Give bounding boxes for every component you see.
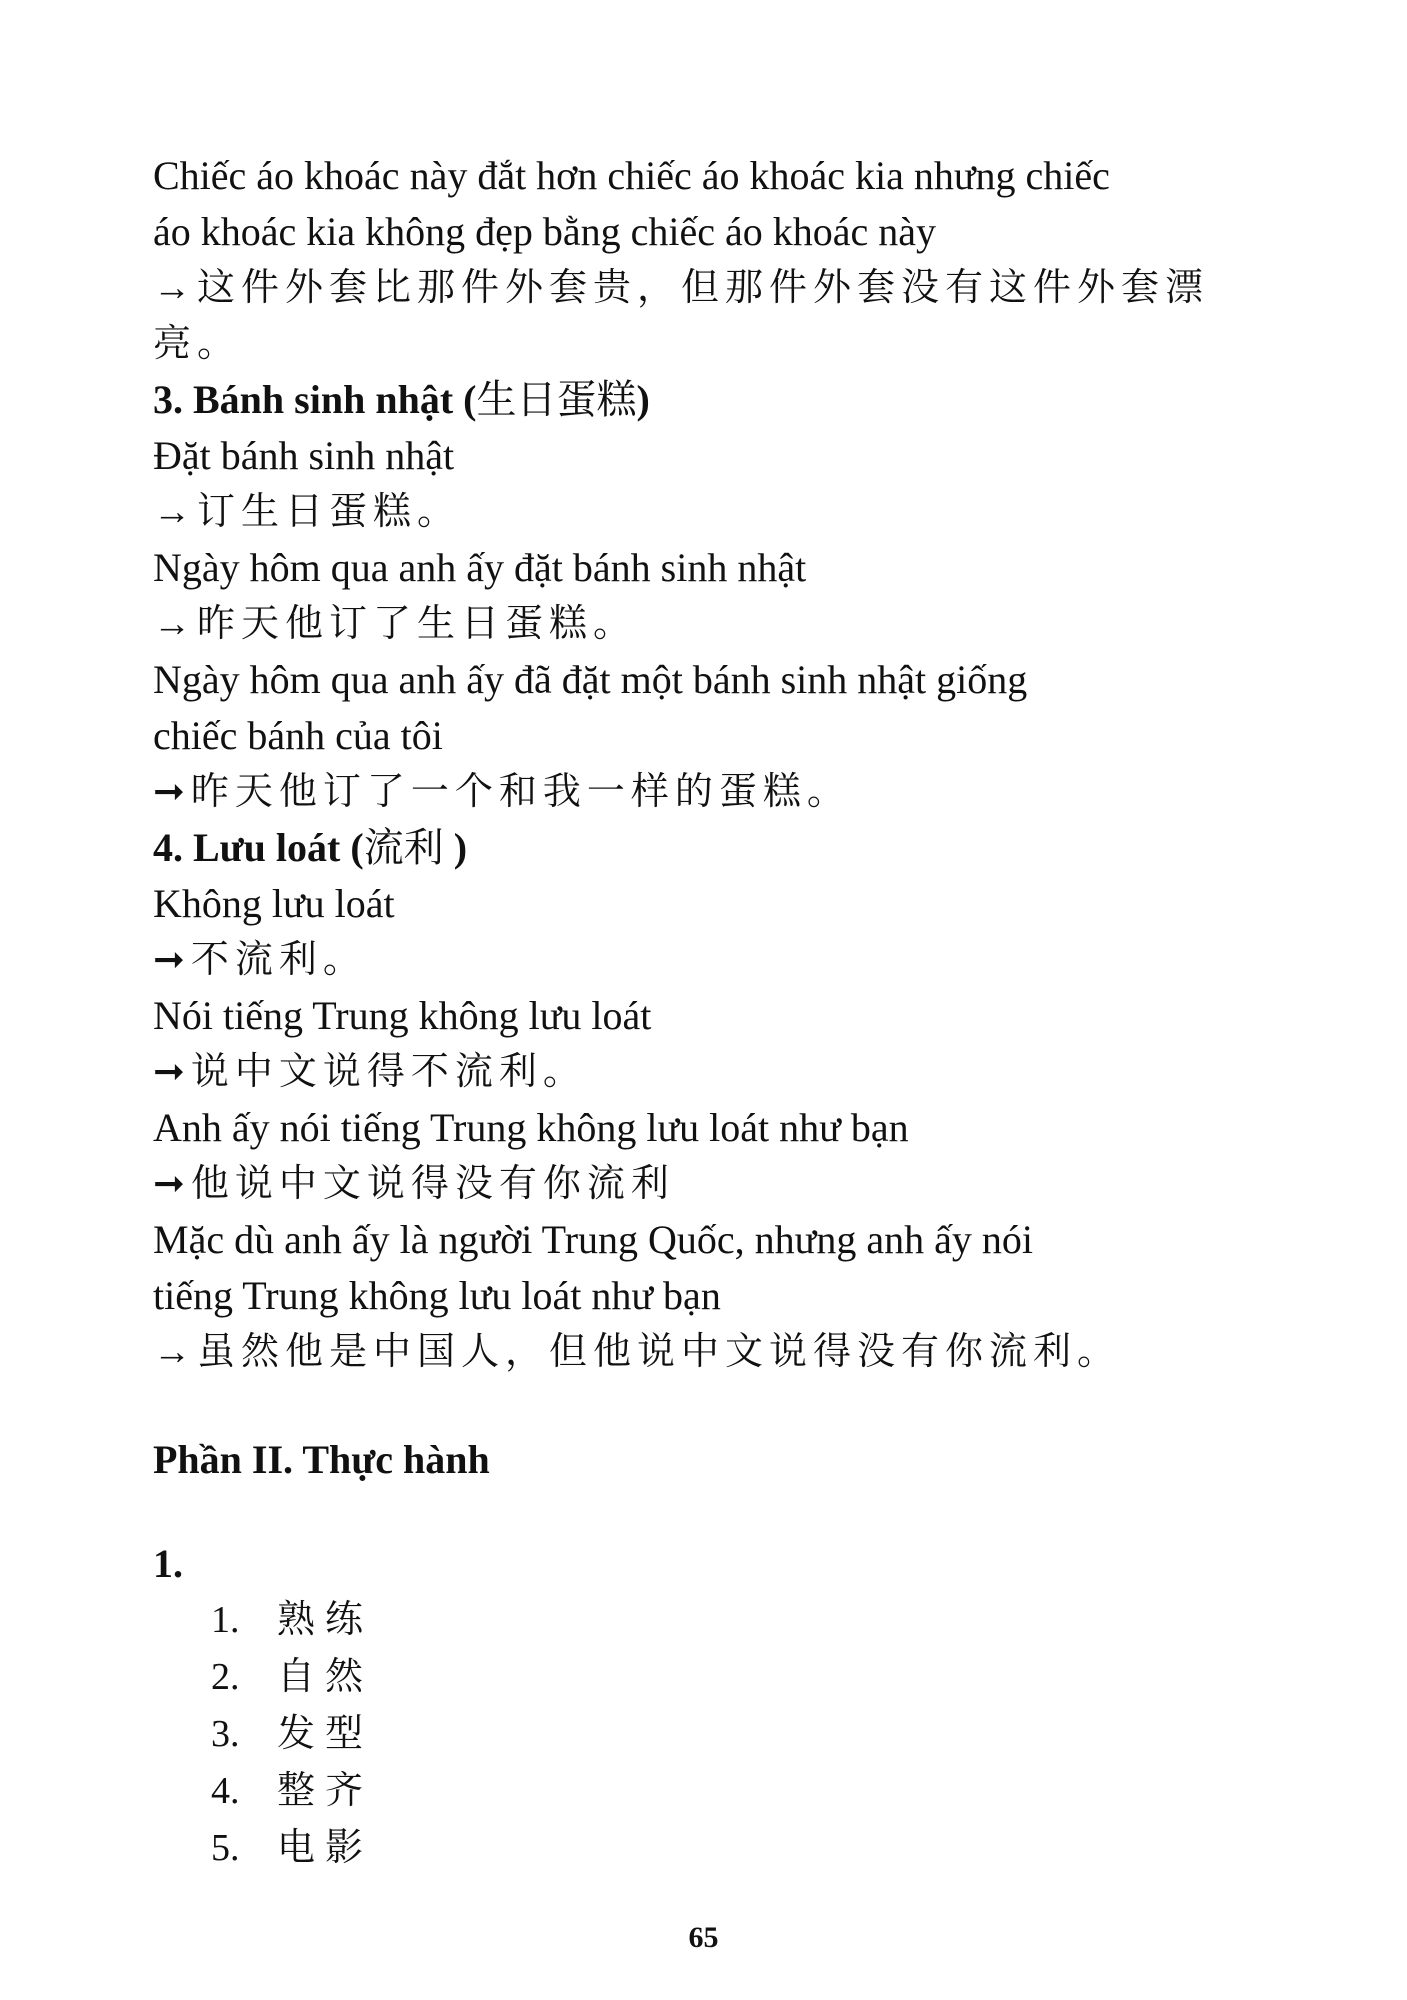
page-content (153, 148, 1273, 1877)
list-item-word: 整齐 (277, 1770, 374, 1812)
list-item-word: 发型 (277, 1713, 374, 1755)
list-item (211, 1592, 1273, 1649)
list-item-word: 自然 (277, 1656, 374, 1698)
example-vietnamese: Anh ấy nói tiếng Trung không lưu loát như bạn (153, 1105, 909, 1150)
intro-chinese-line-2: 亮。 (153, 323, 242, 365)
example-vietnamese: Không lưu loát (153, 881, 395, 926)
section-4-heading-text: 4. Lưu loát ( (153, 825, 364, 870)
example-vietnamese: chiếc bánh của tôi (153, 713, 443, 758)
list-item (211, 1649, 1273, 1706)
example-vietnamese: tiếng Trung không lưu loát như bạn (153, 1273, 721, 1318)
list-item (211, 1763, 1273, 1820)
spacer (153, 1488, 1273, 1536)
example-chinese: →昨天他订了生日蛋糕。 (153, 603, 638, 645)
example-chinese: ➞说中文说得不流利。 (153, 1051, 587, 1093)
list-item-word: 电影 (277, 1827, 374, 1869)
list-item (211, 1820, 1273, 1877)
example-chinese: ➞他说中文说得没有你流利 (153, 1163, 675, 1205)
section-3-heading-chinese: 生日蛋糕 (476, 377, 637, 422)
list-item-number: 2. (211, 1656, 240, 1698)
section-3-heading-close: ) (636, 377, 650, 422)
example-vietnamese: Ngày hôm qua anh ấy đặt bánh sinh nhật (153, 545, 807, 590)
example-vietnamese: Nói tiếng Trung không lưu loát (153, 993, 652, 1038)
section-4-heading-chinese: 流利 (363, 825, 444, 870)
list-item-word: 熟练 (277, 1599, 374, 1641)
example-vietnamese: Mặc dù anh ấy là người Trung Quốc, nhưng anh ấy nói (153, 1217, 1033, 1262)
intro-chinese-line-1: →这件外套比那件外套贵，但那件外套没有这件外套漂 (153, 267, 1210, 309)
intro-vietnamese-line-2: áo khoác kia không đẹp bằng chiếc áo khoác này (153, 209, 937, 254)
list-item (211, 1706, 1273, 1763)
example-vietnamese: Đặt bánh sinh nhật (153, 433, 455, 478)
spacer (153, 1380, 1273, 1432)
example-chinese: →虽然他是中国人，但他说中文说得没有你流利。 (153, 1331, 1122, 1373)
section-3-heading-text: 3. Bánh sinh nhật ( (153, 377, 477, 422)
example-chinese: ➞不流利。 (153, 939, 367, 981)
page-number: 65 (688, 1921, 719, 1954)
example-chinese: →订生日蛋糕。 (153, 491, 462, 533)
section-4-heading-close: ) (443, 825, 468, 870)
section-4-heading (153, 820, 1273, 876)
list-item-number: 5. (211, 1827, 240, 1869)
list-item-number: 3. (211, 1713, 240, 1755)
vocabulary-list (211, 1592, 1273, 1877)
list-item-number: 1. (211, 1599, 240, 1641)
part-2-heading: Phần II. Thực hành (153, 1437, 490, 1482)
exercise-label: 1. (153, 1541, 183, 1586)
example-vietnamese: Ngày hôm qua anh ấy đã đặt một bánh sinh nhật giống (153, 657, 1028, 702)
intro-vietnamese-line-1: Chiếc áo khoác này đắt hơn chiếc áo khoác kia nhưng chiếc (153, 153, 1110, 198)
section-3-heading (153, 372, 1273, 428)
list-item-number: 4. (211, 1770, 240, 1812)
example-chinese: ➞昨天他订了一个和我一样的蛋糕。 (153, 771, 851, 813)
